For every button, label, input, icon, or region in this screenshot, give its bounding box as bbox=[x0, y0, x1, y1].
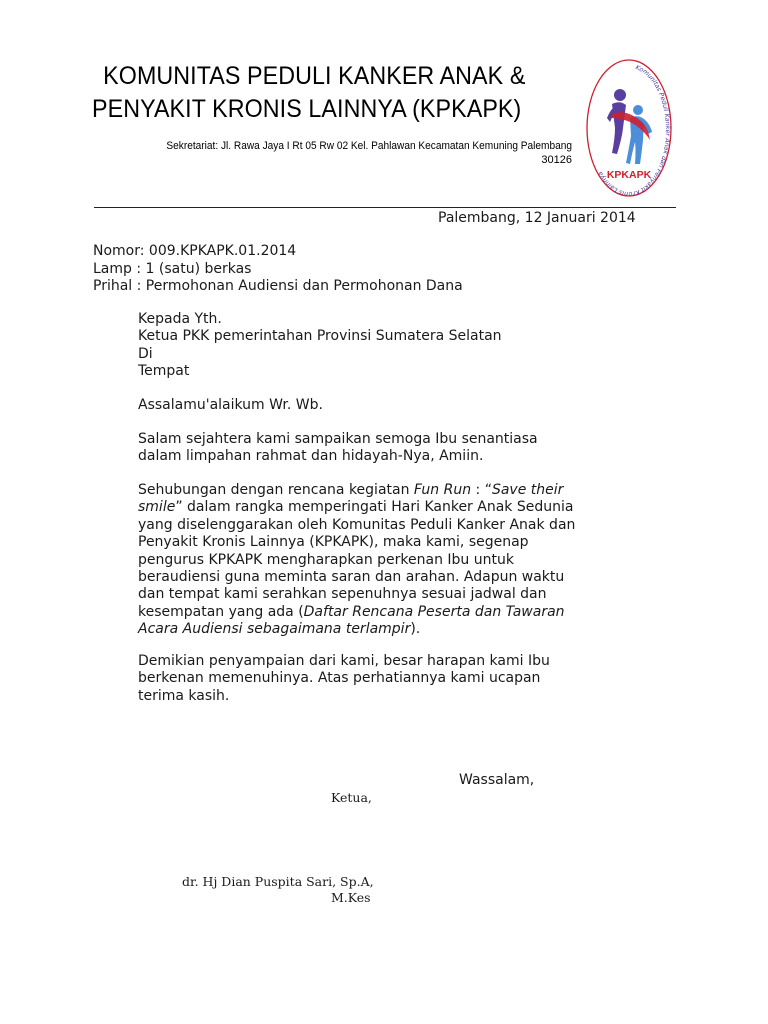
paragraph-line bbox=[138, 604, 638, 621]
logo-ring-text: Komunitas Peduli Kanker Anak dan Penyakit Kronis Lainnya bbox=[596, 64, 671, 198]
place-and-date: Palembang, 12 Januari 2014 bbox=[438, 210, 636, 226]
recipient-block bbox=[138, 311, 638, 381]
signer-role: Ketua, bbox=[331, 790, 372, 805]
signer-degree: M.Kes bbox=[331, 890, 371, 905]
paragraph-line: Penyakit Kronis Lainnya (KPKAPK), maka kami, segenap bbox=[138, 534, 529, 551]
organization-title-line1: KOMUNITAS PEDULI KANKER ANAK & bbox=[103, 62, 526, 90]
signer-name: dr. Hj Dian Puspita Sari, Sp.A, bbox=[182, 874, 374, 889]
paragraph-closing bbox=[138, 653, 638, 705]
paragraph-line: yang diselenggarakan oleh Komunitas Peduli Kanker Anak dan bbox=[138, 516, 576, 533]
secretariat-address bbox=[116, 139, 572, 167]
paragraph-line bbox=[138, 499, 638, 516]
text-run: Sehubungan dengan rencana kegiatan bbox=[138, 482, 414, 498]
paragraph-line: berkenan memenuhinya. Atas perhatiannya kami ucapan bbox=[138, 670, 541, 687]
paragraph-salam bbox=[138, 431, 638, 466]
recipient-place: Tempat bbox=[138, 363, 190, 380]
kpkapk-logo bbox=[586, 58, 672, 198]
letter-attachment: Lamp : 1 (satu) berkas bbox=[93, 260, 252, 277]
organization-title bbox=[92, 60, 548, 126]
recipient-name: Ketua PKK pemerintahan Provinsi Sumatera Selatan bbox=[138, 328, 502, 345]
text-run: ). bbox=[410, 621, 421, 638]
letter-number: Nomor: 009.KPKAPK.01.2014 bbox=[93, 243, 297, 259]
paragraph-line: terima kasih. bbox=[138, 687, 230, 704]
paragraph-line: dalam limpahan rahmat dan hidayah-Nya, Amiin. bbox=[138, 448, 484, 465]
logo-wordmark: KPKAPK bbox=[606, 169, 652, 181]
recipient-di: Di bbox=[138, 345, 153, 362]
secretariat-address-line: Sekretariat: Jl. Rawa Jaya I Rt 05 Rw 02 Kel. Pahlawan Kecamatan Kemuning Palembang bbox=[166, 140, 572, 152]
paragraph-line bbox=[138, 621, 638, 638]
recipient-salutation: Kepada Yth. bbox=[138, 311, 222, 327]
paragraph-line: Demikian penyampaian dari kami, besar harapan kami Ibu bbox=[138, 653, 550, 669]
text-run: kesempatan yang ada ( bbox=[138, 603, 304, 620]
attachment-reference: Daftar Rencana Peserta dan Tawaran bbox=[303, 603, 565, 620]
letter-subject: Prihal : Permohonan Audiensi dan Permohonan Dana bbox=[93, 278, 463, 294]
attachment-reference: Acara Audiensi sebagaimana terlampir bbox=[138, 621, 411, 638]
event-name: Fun Run bbox=[413, 482, 472, 498]
greeting-text: Assalamu'alaikum Wr. Wb. bbox=[138, 397, 323, 413]
paragraph-line bbox=[138, 482, 638, 499]
paragraph-line: Salam sejahtera kami sampaikan semoga Ibu senantiasa bbox=[138, 431, 538, 447]
letter-reference-block bbox=[93, 243, 463, 296]
paragraph-line: dan tempat kami serahkan sepenuhnya sesuai jadwal dan bbox=[138, 586, 547, 603]
event-theme: smile bbox=[138, 499, 176, 516]
organization-title-line2: PENYAKIT KRONIS LAINNYA (KPKAPK) bbox=[92, 95, 522, 123]
event-theme: Save their bbox=[491, 482, 564, 498]
closing-wassalam: Wassalam, bbox=[459, 772, 535, 788]
postal-code: 30126 bbox=[541, 154, 572, 166]
text-run: : “ bbox=[471, 482, 492, 498]
paragraph-line: pengurus KPKAPK mengharapkan perkenan Ibu untuk bbox=[138, 551, 514, 568]
letterhead-divider bbox=[94, 207, 676, 208]
paragraph-line: beraudiensi guna meminta saran dan arahan. Adapun waktu bbox=[138, 569, 565, 586]
opening-greeting bbox=[138, 397, 638, 414]
paragraph-request bbox=[138, 482, 638, 639]
text-run: ” dalam rangka memperingati Hari Kanker Anak Sedunia bbox=[175, 499, 574, 516]
